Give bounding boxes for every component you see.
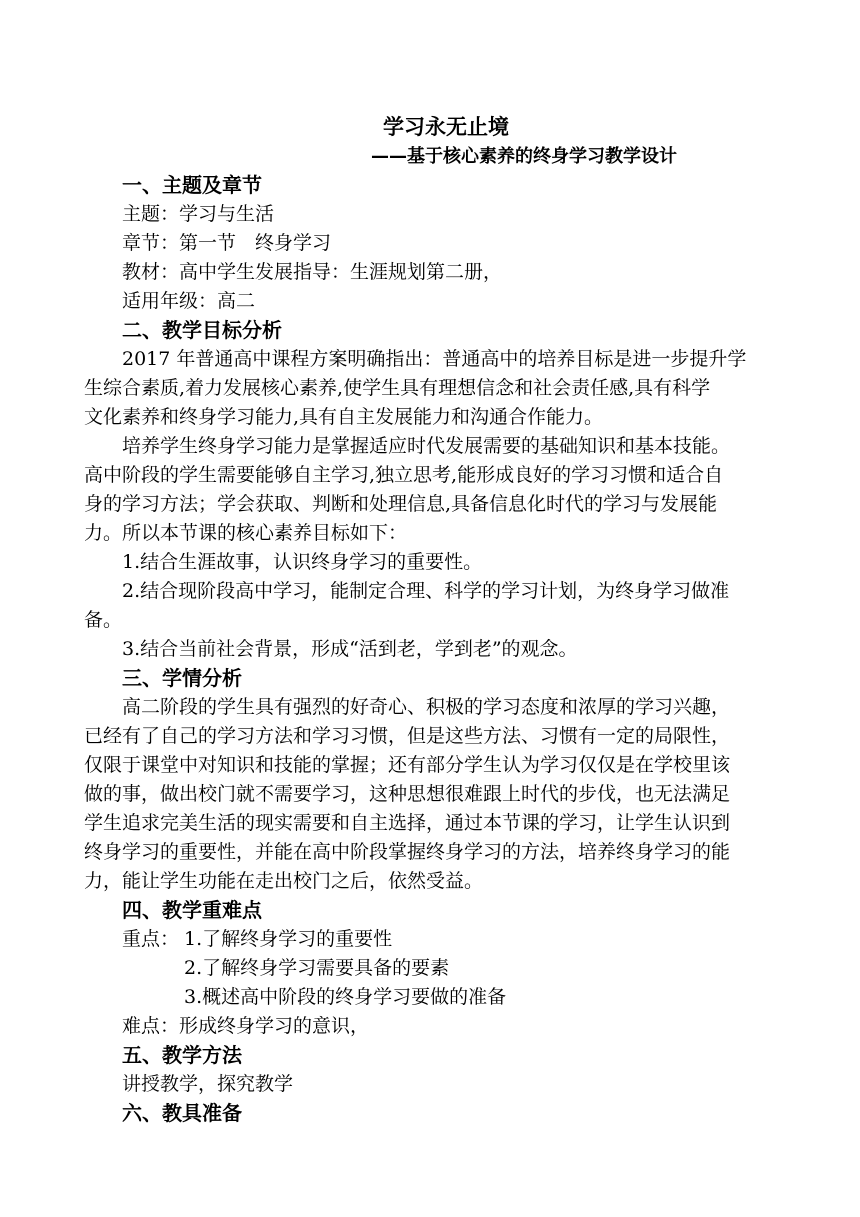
goals-paragraph-2-line: 力。所以本节课的核心素养目标如下：	[84, 522, 408, 544]
key-point-1: 1.了解终身学习的重要性	[184, 928, 393, 950]
analysis-line: 力，能让学生功能在走出校门之后，依然受益。	[84, 870, 484, 892]
key-point-2: 2.了解终身学习需要具备的要素	[184, 957, 450, 979]
goal-item-1: 1.结合生涯故事，认识终身学习的重要性。	[122, 551, 483, 573]
goal-item-3: 3.结合当前社会背景，形成“活到老，学到老”的观念。	[122, 638, 578, 660]
goals-paragraph-1-line: 2017 年普通高中课程方案明确指出：普通高中的培养目标是进一步提升学	[122, 348, 747, 370]
goals-paragraph-1-line: 生综合素质,着力发展核心素养,使学生具有理想信念和社会责任感,具有科学	[84, 377, 711, 399]
goal-item-2: 2.结合现阶段高中学习，能制定合理、科学的学习计划，为终身学习做准	[122, 580, 730, 602]
goals-paragraph-2-line: 高中阶段的学生需要能够自主学习,独立思考,能形成良好的学习习惯和适合自	[84, 464, 724, 486]
goals-paragraph-1-line: 文化素养和终身学习能力,具有自主发展能力和沟通合作能力。	[84, 406, 604, 428]
difficulty-line: 难点：形成终身学习的意识，	[122, 1015, 370, 1037]
analysis-line: 做的事，做出校门就不需要学习，这种思想很难跟上时代的步伐，也无法满足	[84, 783, 731, 805]
analysis-line: 已经有了自己的学习方法和学习习惯，但是这些方法、习惯有一定的局限性，	[84, 725, 731, 747]
textbook-line: 教材：高中学生发展指导：生涯规划第二册，	[122, 261, 503, 283]
document-title: 学习永无止境	[383, 115, 509, 139]
analysis-line: 高二阶段的学生具有强烈的好奇心、积极的学习态度和浓厚的学习兴趣，	[122, 696, 731, 718]
goals-paragraph-2-line: 培养学生终身学习能力是掌握适应时代发展需要的基础知识和基本技能。	[122, 435, 731, 457]
methods-line: 讲授教学，探究教学	[122, 1073, 294, 1095]
chapter-line: 章节：第一节 终身学习	[122, 232, 332, 254]
goal-item-2-continued: 备。	[84, 609, 123, 631]
section-heading-topic: 一、主题及章节	[122, 173, 262, 197]
theme-line: 主题：学习与生活	[122, 203, 275, 225]
key-point-3: 3.概述高中阶段的终身学习要做的准备	[184, 986, 507, 1008]
analysis-line: 终身学习的重要性，并能在高中阶段掌握终身学习的方法，培养终身学习的能	[84, 841, 731, 863]
section-heading-goals: 二、教学目标分析	[122, 318, 282, 342]
section-heading-materials: 六、教具准备	[122, 1101, 242, 1125]
section-heading-analysis: 三、学情分析	[122, 666, 242, 690]
section-heading-key-points: 四、教学重难点	[122, 898, 262, 922]
analysis-line: 学生追求完美生活的现实需要和自主选择，通过本节课的学习，让学生认识到	[84, 812, 731, 834]
goals-paragraph-2-line: 身的学习方法；学会获取、判断和处理信息,具备信息化时代的学习与发展能	[84, 493, 718, 515]
key-points-label: 重点：	[122, 928, 180, 950]
section-heading-methods: 五、教学方法	[122, 1043, 242, 1067]
document-subtitle: ——基于核心素养的终身学习教学设计	[371, 146, 677, 167]
grade-line: 适用年级：高二	[122, 290, 256, 312]
analysis-line: 仅限于课堂中对知识和技能的掌握；还有部分学生认为学习仅仅是在学校里该	[84, 754, 731, 776]
